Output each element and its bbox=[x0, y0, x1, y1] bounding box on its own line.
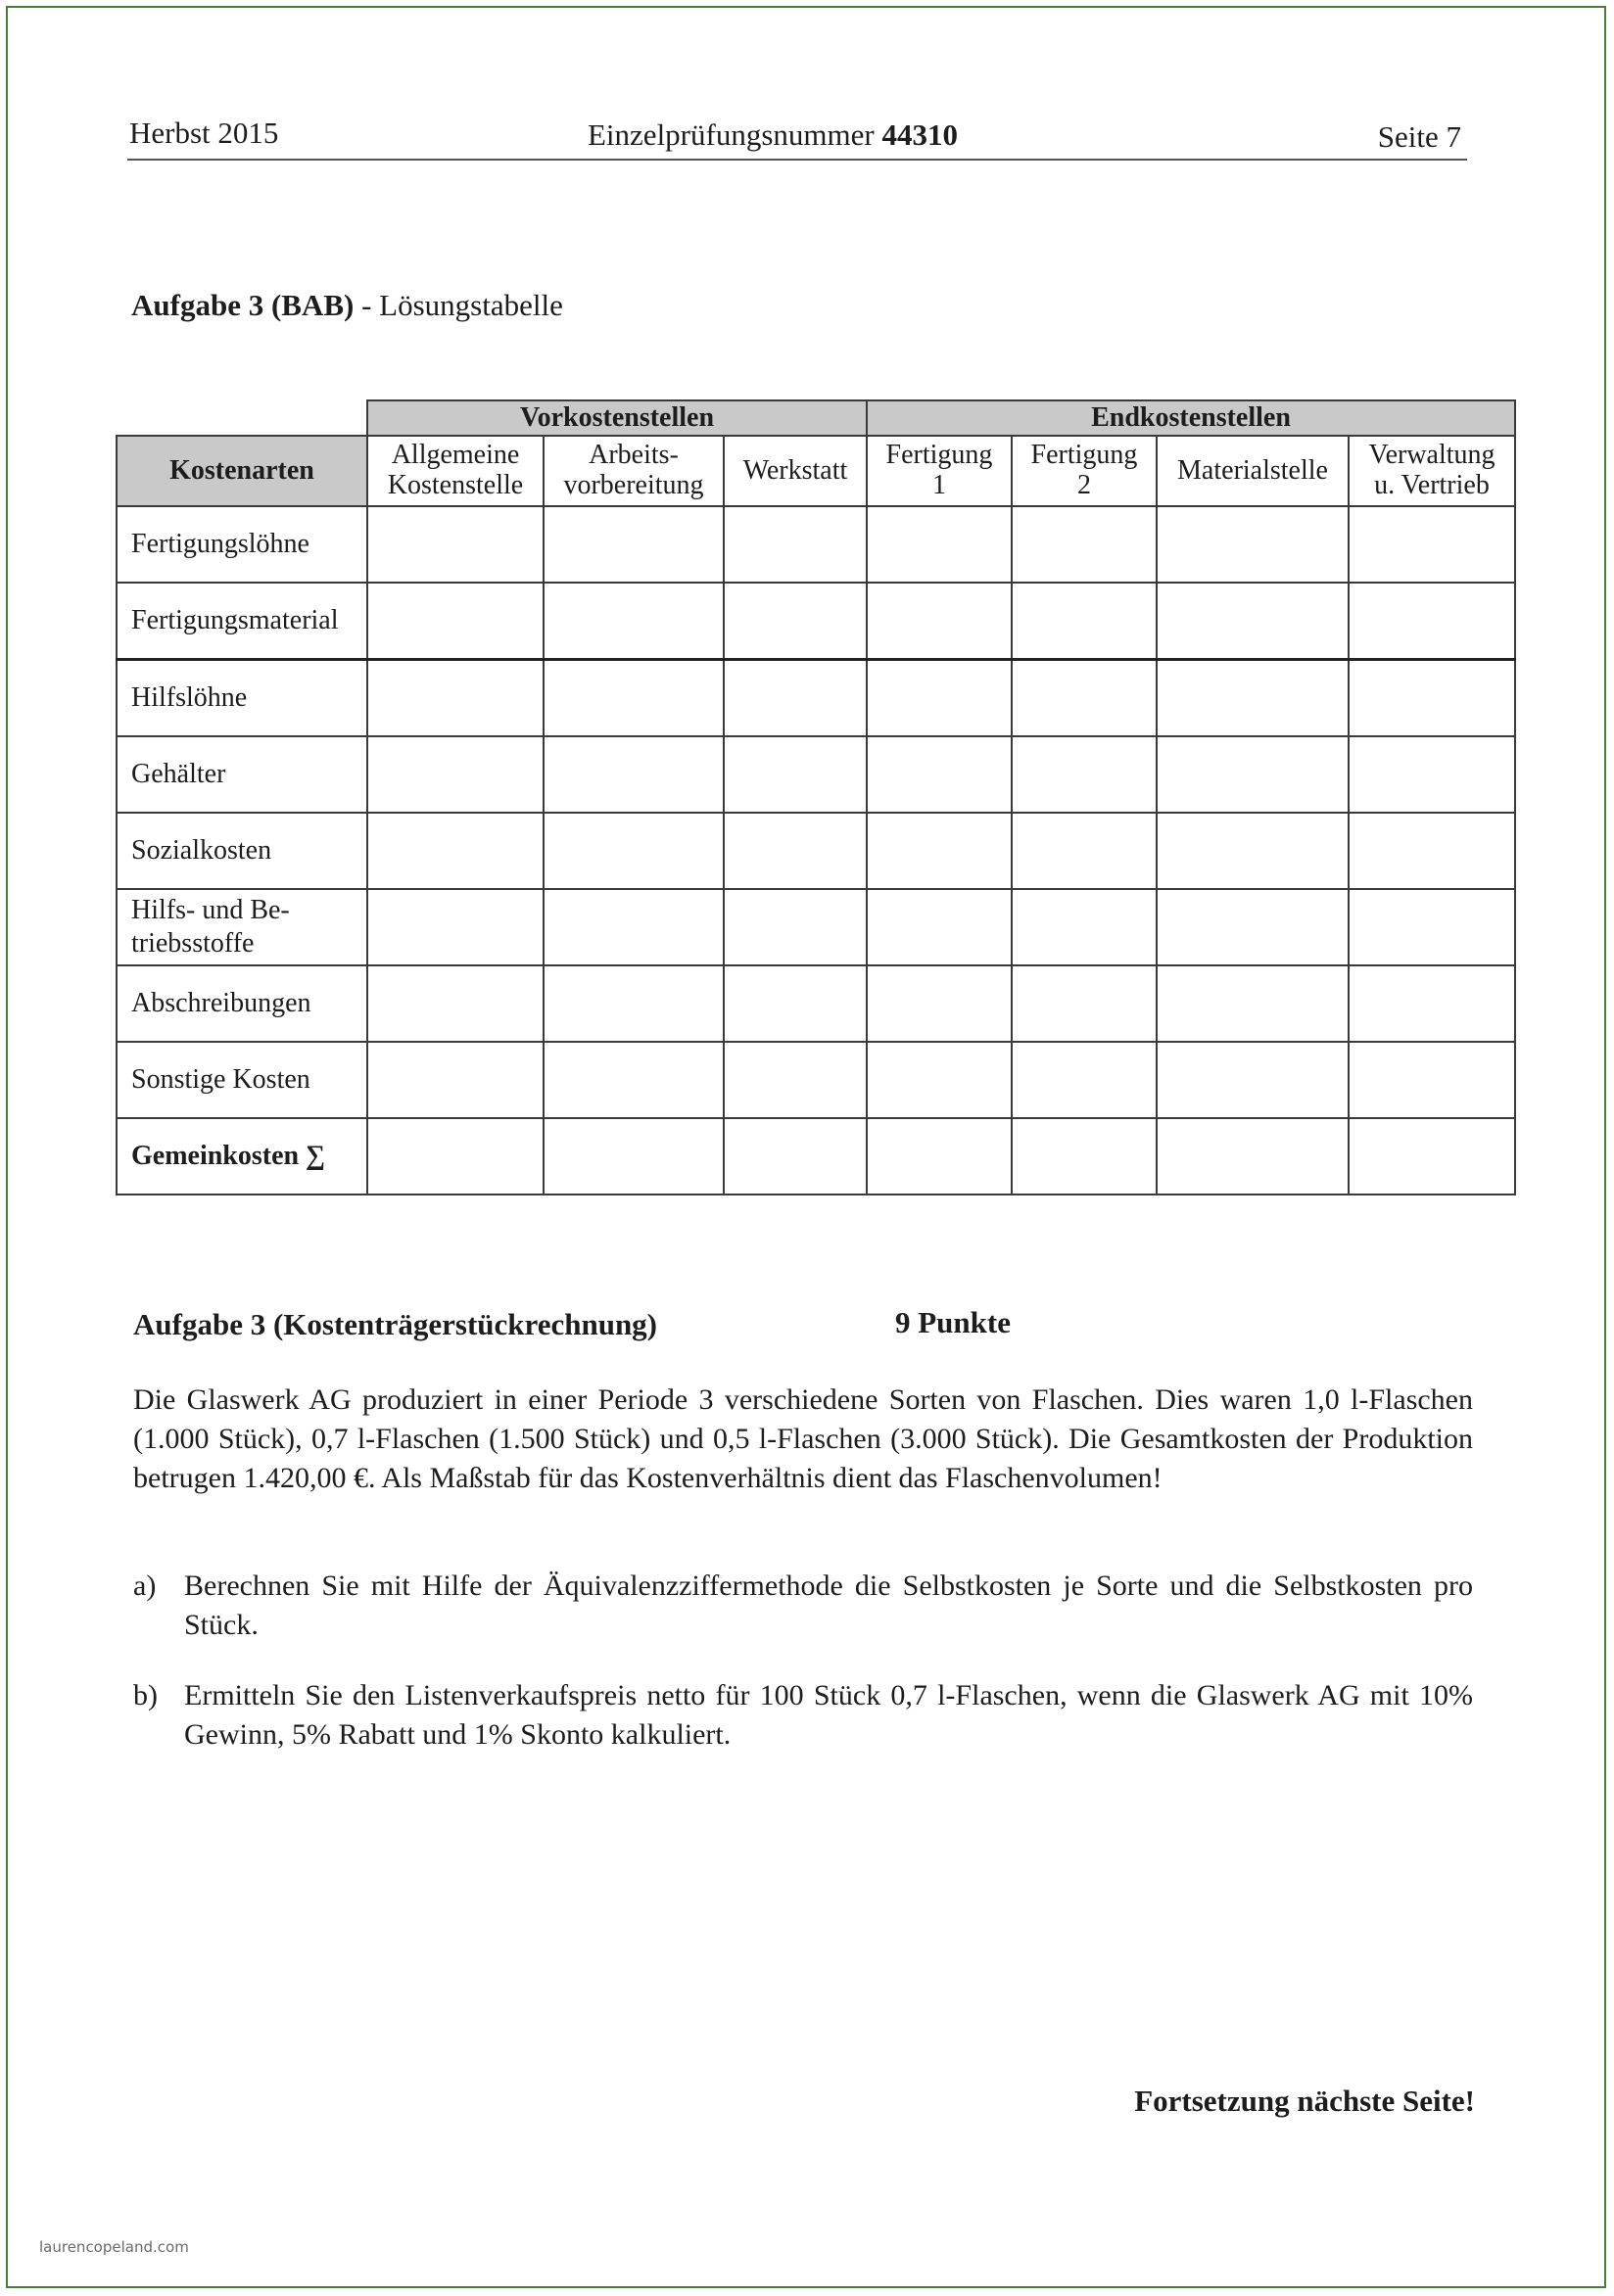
answer-cell bbox=[367, 813, 544, 889]
answer-cell bbox=[1349, 1118, 1515, 1195]
answer-cell bbox=[367, 506, 544, 583]
header-page-number: Seite 7 bbox=[1377, 119, 1461, 154]
row-label bbox=[117, 889, 367, 965]
group-vorkostenstellen: Vorkostenstellen bbox=[367, 400, 867, 436]
answer-cell bbox=[1157, 813, 1349, 889]
row-label bbox=[117, 583, 367, 660]
answer-cell bbox=[1012, 965, 1157, 1042]
column-header-line: 2 bbox=[1077, 470, 1091, 500]
answer-cell bbox=[367, 965, 544, 1042]
answer-cell bbox=[724, 813, 867, 889]
answer-cell bbox=[1012, 583, 1157, 660]
column-header-kostenarten: Kostenarten bbox=[117, 436, 367, 506]
answer-cell bbox=[367, 1118, 544, 1195]
column-header-line: Materialstelle bbox=[1177, 454, 1328, 486]
column-header-line: Arbeits- bbox=[589, 440, 679, 471]
header-term: Herbst 2015 bbox=[129, 116, 279, 150]
answer-cell bbox=[367, 583, 544, 660]
answer-cell bbox=[867, 889, 1012, 965]
column-header bbox=[867, 436, 1012, 506]
subtask-b bbox=[133, 1676, 1473, 1755]
row-label-line: triebsstoffe bbox=[131, 928, 255, 959]
answer-cell bbox=[367, 1042, 544, 1118]
row-label-line: Gehälter bbox=[131, 759, 226, 790]
answer-cell bbox=[1157, 1042, 1349, 1118]
row-label bbox=[117, 1042, 367, 1118]
row-label-line: Sozialkosten bbox=[131, 835, 272, 867]
row-label bbox=[117, 813, 367, 889]
task-title: Aufgabe 3 (Kostenträgerstückrechnung) bbox=[133, 1307, 658, 1341]
subtask-b-label: b) bbox=[133, 1679, 158, 1711]
answer-cell bbox=[724, 660, 867, 737]
answer-cell bbox=[1012, 1118, 1157, 1195]
answer-cell bbox=[867, 813, 1012, 889]
table-row bbox=[117, 736, 1515, 813]
answer-cell bbox=[724, 583, 867, 660]
answer-cell bbox=[724, 889, 867, 965]
answer-cell bbox=[867, 736, 1012, 813]
answer-cell bbox=[1349, 506, 1515, 583]
answer-cell bbox=[544, 736, 724, 813]
answer-cell bbox=[1157, 889, 1349, 965]
answer-cell bbox=[724, 736, 867, 813]
answer-cell bbox=[1012, 889, 1157, 965]
answer-cell bbox=[1012, 813, 1157, 889]
row-label bbox=[117, 660, 367, 737]
answer-cell bbox=[1157, 965, 1349, 1042]
answer-cell bbox=[544, 965, 724, 1042]
row-label-line: Hilfslöhne bbox=[131, 682, 248, 714]
row-label-line: Fertigungslöhne bbox=[131, 529, 309, 560]
column-header-line: vorbereitung bbox=[563, 470, 704, 500]
answer-cell bbox=[867, 1042, 1012, 1118]
answer-cell bbox=[1349, 889, 1515, 965]
page-header bbox=[127, 110, 1467, 161]
bab-table bbox=[116, 399, 1516, 1195]
answer-cell bbox=[1157, 660, 1349, 737]
answer-cell bbox=[1349, 1042, 1515, 1118]
answer-cell bbox=[1012, 736, 1157, 813]
table-row bbox=[117, 583, 1515, 660]
answer-cell bbox=[1157, 583, 1349, 660]
answer-cell bbox=[867, 965, 1012, 1042]
table-row bbox=[117, 889, 1515, 965]
subtask-a-label: a) bbox=[133, 1570, 157, 1602]
subtask-a-text: Berechnen Sie mit Hilfe der Äquivalenzziffermethode die Selbstkosten je Sorte und die Selbstkosten pro Stück. bbox=[184, 1570, 1473, 1641]
answer-cell bbox=[1349, 583, 1515, 660]
subtask-b-text: Ermitteln Sie den Listenverkaufspreis netto für 100 Stück 0,7 l-Flaschen, wenn die Glaswerk AG mit 10% Gewinn, 5% Rabatt und 1% Skonto kalkuliert. bbox=[184, 1679, 1473, 1751]
answer-cell bbox=[724, 1042, 867, 1118]
table-row bbox=[117, 1118, 1515, 1195]
answer-cell bbox=[724, 1118, 867, 1195]
continue-note: Fortsetzung nächste Seite! bbox=[1134, 2084, 1475, 2118]
answer-cell bbox=[724, 965, 867, 1042]
answer-cell bbox=[544, 506, 724, 583]
answer-cell bbox=[1349, 736, 1515, 813]
answer-cell bbox=[367, 889, 544, 965]
answer-cell bbox=[1157, 1118, 1349, 1195]
row-label bbox=[117, 506, 367, 583]
answer-cell bbox=[1157, 736, 1349, 813]
answer-cell bbox=[1349, 813, 1515, 889]
column-header-line: Allgemeine bbox=[391, 440, 520, 471]
watermark-text: laurencopeland.com bbox=[39, 2238, 189, 2256]
table-row bbox=[117, 1042, 1515, 1118]
column-header-line: u. Vertrieb bbox=[1374, 470, 1490, 500]
section-title: Aufgabe 3 (BAB) - Lösungstabelle bbox=[131, 288, 563, 322]
answer-cell bbox=[1012, 1042, 1157, 1118]
answer-cell bbox=[1349, 660, 1515, 737]
task-points: 9 Punkte bbox=[895, 1305, 1011, 1339]
answer-cell bbox=[867, 583, 1012, 660]
column-header bbox=[1349, 436, 1515, 506]
answer-cell bbox=[367, 660, 544, 737]
table-row bbox=[117, 506, 1515, 583]
column-header bbox=[724, 436, 867, 506]
answer-cell bbox=[544, 813, 724, 889]
table-row bbox=[117, 813, 1515, 889]
column-header bbox=[1157, 436, 1349, 506]
column-header bbox=[367, 436, 544, 506]
row-label-line: Hilfs- und Be- bbox=[131, 895, 290, 926]
row-label-line: Fertigungsmaterial bbox=[131, 605, 339, 636]
answer-cell bbox=[544, 583, 724, 660]
row-label bbox=[117, 1118, 367, 1195]
table-corner bbox=[117, 400, 367, 436]
answer-cell bbox=[1157, 506, 1349, 583]
column-header-line: 1 bbox=[932, 470, 946, 500]
answer-cell bbox=[544, 660, 724, 737]
header-exam-number: Einzelprüfungsnummer 44310 bbox=[588, 117, 958, 152]
table-row bbox=[117, 660, 1515, 737]
column-header-line: Verwaltung bbox=[1368, 440, 1495, 471]
column-header bbox=[1012, 436, 1157, 506]
subtask-a bbox=[133, 1567, 1473, 1645]
answer-cell bbox=[544, 1118, 724, 1195]
answer-cell bbox=[544, 1042, 724, 1118]
answer-cell bbox=[867, 660, 1012, 737]
answer-cell bbox=[1349, 965, 1515, 1042]
row-label-line: Gemeinkosten ∑ bbox=[131, 1141, 326, 1172]
answer-cell bbox=[1012, 660, 1157, 737]
column-header-line: Werkstatt bbox=[742, 454, 848, 486]
group-endkostenstellen: Endkostenstellen bbox=[867, 400, 1515, 436]
row-label-line: Abschreibungen bbox=[131, 988, 311, 1019]
task-description: Die Glaswerk AG produziert in einer Periode 3 verschiedene Sorten von Flaschen. Dies waren 1,0 l-Flaschen (1.000 Stück), 0,7 l-Flaschen (1.500 Stück) und 0,5 l-Flaschen (3.000 Stück). Die Gesamtkosten der Produktion betrugen 1.420,00 €. Als Maßstab für das Kostenverhältnis dient das Flaschenvolumen! bbox=[133, 1383, 1473, 1494]
answer-cell bbox=[867, 1118, 1012, 1195]
row-label bbox=[117, 736, 367, 813]
answer-cell bbox=[367, 736, 544, 813]
column-header-line: Kostenstelle bbox=[387, 470, 524, 500]
answer-cell bbox=[867, 506, 1012, 583]
column-header-line: Fertigung bbox=[1030, 440, 1138, 471]
row-label-line: Sonstige Kosten bbox=[131, 1064, 310, 1096]
column-header bbox=[544, 436, 724, 506]
answer-cell bbox=[1012, 506, 1157, 583]
answer-cell bbox=[544, 889, 724, 965]
row-label bbox=[117, 965, 367, 1042]
column-header-line: Fertigung bbox=[885, 440, 993, 471]
answer-cell bbox=[724, 506, 867, 583]
table-row bbox=[117, 965, 1515, 1042]
